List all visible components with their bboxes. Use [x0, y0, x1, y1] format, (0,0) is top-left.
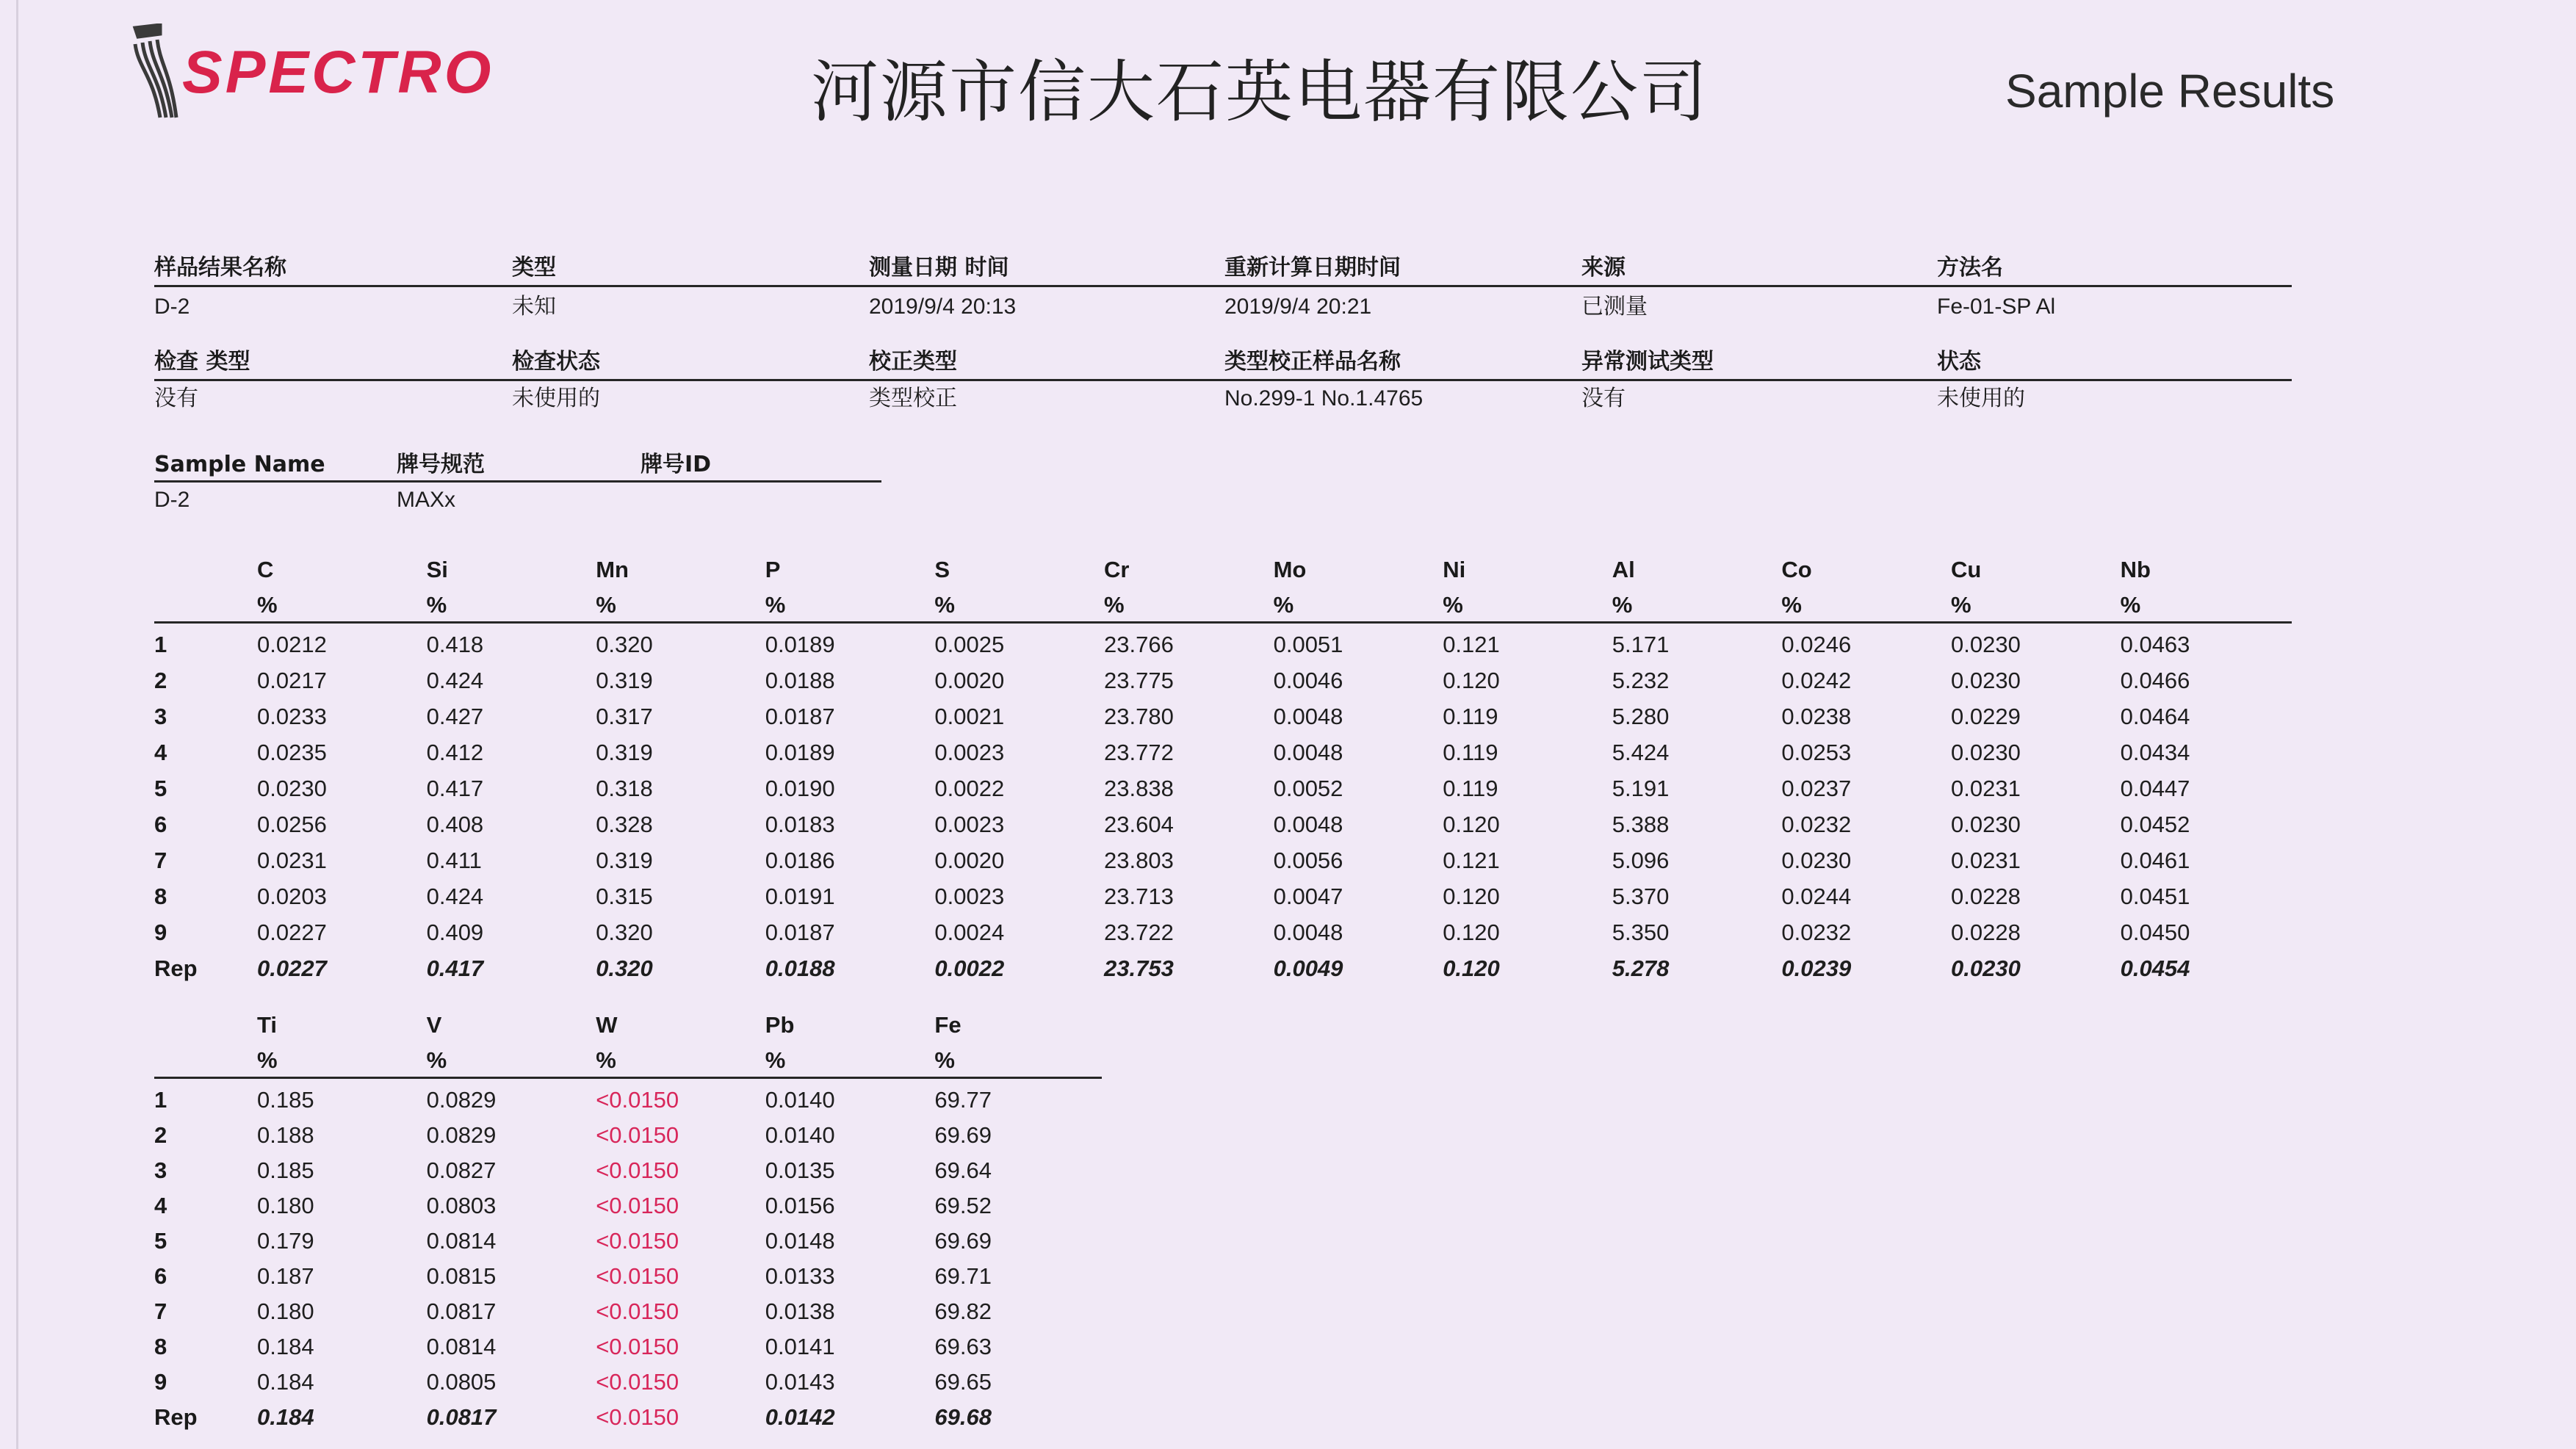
row-label: 2	[154, 1122, 167, 1148]
cell-value: <0.0150	[596, 1334, 679, 1359]
cell-value: 69.68	[934, 1404, 992, 1430]
cell-value: 0.121	[1443, 632, 1500, 657]
cell-value: 0.0229	[1951, 704, 2021, 729]
cell-value: 0.0242	[1781, 668, 1852, 693]
scan-edge	[16, 0, 18, 1449]
cell-value: 0.119	[1443, 740, 1498, 765]
cell-value: 0.0803	[426, 1193, 497, 1218]
cell-value: 0.424	[426, 884, 484, 909]
cell-value: 0.0817	[426, 1298, 497, 1324]
cell-value: <0.0150	[596, 1193, 679, 1218]
unit-header: %	[257, 1047, 278, 1073]
info-label: 类型	[512, 255, 556, 281]
cell-value: 0.0148	[765, 1228, 835, 1254]
cell-value: 0.0021	[934, 704, 1005, 729]
info-label: 状态	[1937, 349, 1981, 375]
row-label: 4	[154, 740, 167, 765]
company-name: 河源市信大石英电器有限公司	[811, 53, 1709, 131]
row-label: 1	[154, 1087, 167, 1113]
cell-value: 0.0143	[765, 1369, 835, 1395]
cell-value: 5.370	[1612, 884, 1670, 909]
cell-value: 0.0233	[257, 704, 327, 729]
cell-value: 69.77	[934, 1087, 992, 1113]
cell-value: 69.82	[934, 1298, 992, 1324]
grade-spec-label: 牌号规范	[397, 452, 485, 477]
cell-value: 0.0232	[1781, 812, 1852, 837]
element-header: Nb	[2120, 557, 2151, 582]
cell-value: 0.0140	[765, 1087, 835, 1113]
cell-value: 0.0056	[1273, 848, 1343, 873]
cell-value: 0.0217	[257, 668, 327, 693]
cell-value: 0.0230	[1951, 812, 2021, 837]
cell-value: 0.0230	[1781, 848, 1852, 873]
unit-header: %	[426, 592, 447, 618]
grade-spec-value: MAXx	[397, 488, 456, 512]
cell-value: 5.424	[1612, 740, 1670, 765]
cell-value: 0.411	[426, 848, 482, 873]
cell-value: 5.096	[1612, 848, 1670, 873]
cell-value: 0.0140	[765, 1122, 835, 1148]
cell-value: 0.320	[596, 632, 653, 657]
grade-id-label: 牌号ID	[641, 452, 712, 477]
cell-value: 0.0142	[765, 1404, 835, 1430]
table-header-divider	[154, 621, 2292, 624]
info-label: 方法名	[1937, 255, 2003, 281]
cell-value: 0.0230	[1951, 955, 2021, 981]
cell-value: 0.0434	[2120, 740, 2190, 765]
table-header-divider	[154, 1077, 1102, 1079]
cell-value: 0.0239	[1781, 955, 1852, 981]
unit-header: %	[1273, 592, 1294, 618]
cell-value: 0.187	[257, 1263, 314, 1289]
unit-header: %	[596, 1047, 616, 1073]
cell-value: 0.0829	[426, 1122, 497, 1148]
cell-value: 0.0461	[2120, 848, 2190, 873]
cell-value: 0.417	[426, 776, 484, 801]
cell-value: 23.775	[1104, 668, 1174, 693]
info-value: 没有	[154, 386, 198, 411]
cell-value: 0.120	[1443, 919, 1500, 945]
cell-value: 0.0814	[426, 1334, 497, 1359]
cell-value: 0.0156	[765, 1193, 835, 1218]
unit-header: %	[765, 592, 786, 618]
cell-value: 5.388	[1612, 812, 1670, 837]
cell-value: 0.120	[1443, 812, 1500, 837]
info-value: 未使用的	[1937, 386, 2025, 411]
logo-wordmark: SPECTRO	[182, 39, 494, 106]
info-value: 2019/9/4 20:13	[869, 295, 1017, 319]
sample-name-label: Sample Name	[154, 452, 325, 477]
info-label: 样品结果名称	[154, 255, 286, 281]
cell-value: 0.0025	[934, 632, 1005, 657]
cell-value: 0.120	[1443, 955, 1500, 981]
cell-value: 0.0135	[765, 1157, 835, 1183]
cell-value: 0.188	[257, 1122, 314, 1148]
cell-value: 5.232	[1612, 668, 1670, 693]
info-label: 重新计算日期时间	[1224, 255, 1401, 281]
row-label: 3	[154, 1157, 167, 1183]
cell-value: 23.772	[1104, 740, 1174, 765]
unit-header: %	[1781, 592, 1802, 618]
cell-value: 0.0023	[934, 740, 1005, 765]
sample-name-value: D-2	[154, 488, 190, 512]
cell-value: 5.171	[1612, 632, 1670, 657]
cell-value: 0.0138	[765, 1298, 835, 1324]
cell-value: 0.0187	[765, 704, 835, 729]
unit-header: %	[934, 1047, 955, 1073]
element-header: C	[257, 557, 274, 582]
divider	[154, 480, 881, 483]
element-header: Al	[1612, 557, 1635, 582]
cell-value: 69.52	[934, 1193, 992, 1218]
cell-value: 0.319	[596, 668, 653, 693]
cell-value: 0.408	[426, 812, 484, 837]
element-header: Ti	[257, 1012, 277, 1038]
cell-value: 0.0048	[1273, 704, 1343, 729]
cell-value: 0.184	[257, 1404, 314, 1430]
cell-value: <0.0150	[596, 1298, 679, 1324]
row-label: 4	[154, 1193, 167, 1218]
cell-value: 0.417	[426, 955, 484, 981]
cell-value: 0.0230	[1951, 740, 2021, 765]
cell-value: 0.319	[596, 740, 653, 765]
cell-value: 23.780	[1104, 704, 1174, 729]
cell-value: 0.0141	[765, 1334, 835, 1359]
cell-value: 0.184	[257, 1334, 314, 1359]
cell-value: 0.0447	[2120, 776, 2190, 801]
divider	[154, 285, 2292, 287]
cell-value: 0.424	[426, 668, 484, 693]
unit-header: %	[1443, 592, 1463, 618]
cell-value: 0.0188	[765, 955, 835, 981]
cell-value: 0.0023	[934, 812, 1005, 837]
cell-value: 5.191	[1612, 776, 1670, 801]
row-label: 5	[154, 776, 167, 801]
divider	[154, 379, 2292, 381]
info-label: 异常测试类型	[1581, 349, 1714, 375]
cell-value: 69.71	[934, 1263, 992, 1289]
unit-header: %	[765, 1047, 786, 1073]
info-value: 类型校正	[869, 386, 957, 411]
cell-value: 0.0189	[765, 740, 835, 765]
cell-value: 0.184	[257, 1369, 314, 1395]
report-title: Sample Results	[2005, 65, 2335, 118]
cell-value: <0.0150	[596, 1087, 679, 1113]
cell-value: 0.318	[596, 776, 653, 801]
cell-value: 0.120	[1443, 884, 1500, 909]
cell-value: <0.0150	[596, 1122, 679, 1148]
cell-value: 0.0231	[257, 848, 327, 873]
cell-value: 69.63	[934, 1334, 992, 1359]
element-header: Pb	[765, 1012, 795, 1038]
row-label: Rep	[154, 955, 198, 981]
info-label: 测量日期 时间	[869, 255, 1009, 281]
cell-value: 0.185	[257, 1087, 314, 1113]
cell-value: 0.0186	[765, 848, 835, 873]
cell-value: 0.0805	[426, 1369, 497, 1395]
row-label: 9	[154, 919, 167, 945]
row-label: 5	[154, 1228, 167, 1254]
cell-value: 23.766	[1104, 632, 1174, 657]
cell-value: 0.0133	[765, 1263, 835, 1289]
cell-value: 0.0188	[765, 668, 835, 693]
cell-value: 0.0814	[426, 1228, 497, 1254]
cell-value: 0.319	[596, 848, 653, 873]
element-header: S	[934, 557, 950, 582]
cell-value: 0.0190	[765, 776, 835, 801]
cell-value: 0.320	[596, 919, 653, 945]
cell-value: 0.317	[596, 704, 653, 729]
cell-value: 0.0048	[1273, 919, 1343, 945]
cell-value: 0.409	[426, 919, 484, 945]
cell-value: 0.179	[257, 1228, 314, 1254]
info-value: Fe-01-SP Al	[1937, 295, 2056, 319]
unit-header: %	[596, 592, 616, 618]
info-label: 检查 类型	[154, 349, 250, 375]
info-value: D-2	[154, 295, 190, 319]
cell-value: 0.0230	[257, 776, 327, 801]
cell-value: 0.0246	[1781, 632, 1852, 657]
cell-value: 0.0815	[426, 1263, 497, 1289]
cell-value: 0.180	[257, 1193, 314, 1218]
cell-value: 23.803	[1104, 848, 1174, 873]
cell-value: 0.0227	[257, 919, 327, 945]
cell-value: 23.753	[1104, 955, 1174, 981]
cell-value: 0.0228	[1951, 919, 2021, 945]
cell-value: 0.0051	[1273, 632, 1343, 657]
cell-value: 0.0230	[1951, 632, 2021, 657]
cell-value: 0.0829	[426, 1087, 497, 1113]
info-value: 已测量	[1581, 295, 1648, 319]
element-header: Si	[426, 557, 448, 582]
cell-value: 0.0046	[1273, 668, 1343, 693]
cell-value: <0.0150	[596, 1228, 679, 1254]
cell-value: 0.0452	[2120, 812, 2190, 837]
cell-value: 0.0232	[1781, 919, 1852, 945]
cell-value: 0.0023	[934, 884, 1005, 909]
cell-value: 0.0227	[257, 955, 327, 981]
element-header: P	[765, 557, 781, 582]
unit-header: %	[1951, 592, 1971, 618]
cell-value: 0.0020	[934, 848, 1005, 873]
cell-value: 23.722	[1104, 919, 1174, 945]
cell-value: 0.0189	[765, 632, 835, 657]
row-label: 1	[154, 632, 167, 657]
cell-value: 0.0048	[1273, 812, 1343, 837]
info-value: 未使用的	[512, 386, 600, 411]
cell-value: 0.0454	[2120, 955, 2190, 981]
cell-value: <0.0150	[596, 1369, 679, 1395]
unit-header: %	[934, 592, 955, 618]
row-label: 6	[154, 812, 167, 837]
cell-value: 5.280	[1612, 704, 1670, 729]
info-value: 未知	[512, 295, 556, 319]
cell-value: 0.0464	[2120, 704, 2190, 729]
row-label: 8	[154, 884, 167, 909]
cell-value: 0.0450	[2120, 919, 2190, 945]
element-header: Mo	[1273, 557, 1307, 582]
cell-value: 0.0203	[257, 884, 327, 909]
element-header: Cr	[1104, 557, 1130, 582]
element-header: Co	[1781, 557, 1812, 582]
cell-value: 0.0047	[1273, 884, 1343, 909]
element-header: Ni	[1443, 557, 1466, 582]
row-label: Rep	[154, 1404, 198, 1430]
cell-value: 0.0183	[765, 812, 835, 837]
cell-value: 0.412	[426, 740, 484, 765]
cell-value: 23.838	[1104, 776, 1174, 801]
row-label: 9	[154, 1369, 167, 1395]
info-label: 检查状态	[512, 349, 600, 375]
cell-value: 0.320	[596, 955, 653, 981]
cell-value: 0.180	[257, 1298, 314, 1324]
cell-value: 5.350	[1612, 919, 1670, 945]
info-value: No.299-1 No.1.4765	[1224, 386, 1424, 411]
cell-value: 69.69	[934, 1228, 992, 1254]
info-label: 校正类型	[869, 349, 957, 375]
cell-value: 0.0022	[934, 955, 1005, 981]
cell-value: 0.119	[1443, 776, 1498, 801]
cell-value: 0.0187	[765, 919, 835, 945]
cell-value: 23.604	[1104, 812, 1174, 837]
info-value: 2019/9/4 20:21	[1224, 295, 1372, 319]
cell-value: 23.713	[1104, 884, 1174, 909]
unit-header: %	[2120, 592, 2141, 618]
cell-value: 0.0024	[934, 919, 1005, 945]
cell-value: 0.120	[1443, 668, 1500, 693]
element-header: Cu	[1951, 557, 1982, 582]
row-label: 7	[154, 848, 167, 873]
cell-value: 0.0049	[1273, 955, 1343, 981]
cell-value: 0.0463	[2120, 632, 2190, 657]
cell-value: 0.0231	[1951, 776, 2021, 801]
cell-value: 0.0052	[1273, 776, 1343, 801]
cell-value: 0.121	[1443, 848, 1500, 873]
cell-value: 0.119	[1443, 704, 1498, 729]
row-label: 6	[154, 1263, 167, 1289]
cell-value: 0.0451	[2120, 884, 2190, 909]
cell-value: 69.65	[934, 1369, 992, 1395]
cell-value: 69.64	[934, 1157, 992, 1183]
cell-value: 0.0238	[1781, 704, 1852, 729]
cell-value: 0.0022	[934, 776, 1005, 801]
cell-value: 0.328	[596, 812, 653, 837]
cell-value: 0.0244	[1781, 884, 1852, 909]
info-label: 来源	[1581, 255, 1626, 281]
row-label: 7	[154, 1298, 167, 1324]
cell-value: 0.0212	[257, 632, 327, 657]
element-header: Fe	[934, 1012, 962, 1038]
cell-value: 0.0231	[1951, 848, 2021, 873]
cell-value: <0.0150	[596, 1157, 679, 1183]
cell-value: 69.69	[934, 1122, 992, 1148]
cell-value: 0.427	[426, 704, 484, 729]
cell-value: <0.0150	[596, 1263, 679, 1289]
element-header: Mn	[596, 557, 629, 582]
unit-header: %	[426, 1047, 447, 1073]
unit-header: %	[1104, 592, 1125, 618]
cell-value: 0.0237	[1781, 776, 1852, 801]
cell-value: 5.278	[1612, 955, 1670, 981]
cell-value: 0.0191	[765, 884, 835, 909]
cell-value: 0.0817	[426, 1404, 497, 1430]
cell-value: 0.0048	[1273, 740, 1343, 765]
cell-value: <0.0150	[596, 1404, 679, 1430]
cell-value: 0.315	[596, 884, 653, 909]
cell-value: 0.185	[257, 1157, 314, 1183]
cell-value: 0.0256	[257, 812, 327, 837]
element-header: V	[426, 1012, 442, 1038]
info-value: 没有	[1581, 386, 1626, 411]
cell-value: 0.0235	[257, 740, 327, 765]
row-label: 3	[154, 704, 167, 729]
cell-value: 0.0253	[1781, 740, 1852, 765]
cell-value: 0.0827	[426, 1157, 497, 1183]
row-label: 8	[154, 1334, 167, 1359]
cell-value: 0.418	[426, 632, 484, 657]
row-label: 2	[154, 668, 167, 693]
unit-header: %	[1612, 592, 1633, 618]
cell-value: 0.0466	[2120, 668, 2190, 693]
info-label: 类型校正样品名称	[1224, 349, 1401, 375]
element-header: W	[596, 1012, 618, 1038]
cell-value: 0.0020	[934, 668, 1005, 693]
cell-value: 0.0228	[1951, 884, 2021, 909]
unit-header: %	[257, 592, 278, 618]
cell-value: 0.0230	[1951, 668, 2021, 693]
